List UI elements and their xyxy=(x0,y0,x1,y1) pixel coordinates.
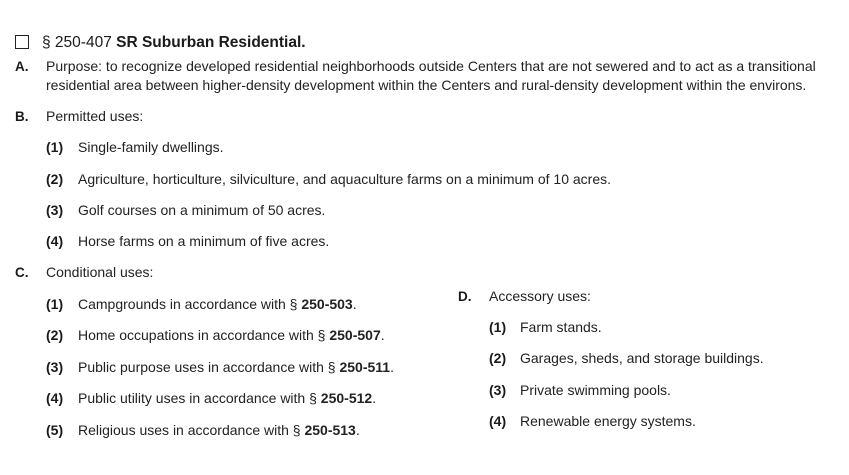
punctuation: . xyxy=(380,327,385,343)
conditional-item xyxy=(78,422,360,438)
conditional-item-text: Religious uses in accordance with § xyxy=(78,422,305,438)
permitted-item-text: Single-family dwellings. xyxy=(78,139,224,155)
permitted-item-text: Agriculture, horticulture, silviculture, and aquaculture farms on a minimum of 10 acres. xyxy=(78,171,612,187)
section-reference-link[interactable]: 250-512 xyxy=(320,390,373,406)
section-heading xyxy=(42,34,306,52)
conditional-item xyxy=(78,390,376,406)
conditional-item-number: (1) xyxy=(46,296,64,312)
purpose-line-2: residential area between higher-density development within the Centers and rural-density development within the environs. xyxy=(46,77,807,93)
punctuation: . xyxy=(355,422,360,438)
purpose-line-1: Purpose: to recognize developed residential neighborhoods outside Centers that are not sewered and to act as a transitional xyxy=(46,58,816,74)
accessory-item-number: (4) xyxy=(489,413,507,429)
conditional-item-number: (5) xyxy=(46,422,64,438)
conditional-item-text: Home occupations in accordance with § xyxy=(78,327,330,343)
conditional-item xyxy=(78,359,394,375)
permitted-heading: Permitted uses: xyxy=(46,108,144,124)
conditional-item xyxy=(78,296,357,312)
permitted-item-number: (1) xyxy=(46,139,64,155)
conditional-item-text: Campgrounds in accordance with § xyxy=(78,296,302,312)
punctuation: . xyxy=(352,296,357,312)
accessory-heading: Accessory uses: xyxy=(489,288,591,304)
permitted-item-text: Golf courses on a minimum of 50 acres. xyxy=(78,202,326,218)
accessory-item-number: (2) xyxy=(489,350,507,366)
accessory-item-text: Private swimming pools. xyxy=(520,382,671,398)
permitted-letter: B. xyxy=(15,109,29,124)
permitted-item-number: (3) xyxy=(46,202,64,218)
section-reference-link[interactable]: 250-511 xyxy=(339,359,391,375)
section-checkbox[interactable] xyxy=(15,35,29,49)
conditional-item xyxy=(78,327,385,343)
section-reference-link[interactable]: 250-513 xyxy=(304,422,356,438)
permitted-item-number: (2) xyxy=(46,171,64,187)
punctuation: . xyxy=(372,390,377,406)
permitted-item-text: Horse farms on a minimum of five acres. xyxy=(78,233,330,249)
accessory-item-text: Farm stands. xyxy=(520,319,602,335)
accessory-item-text: Garages, sheds, and storage buildings. xyxy=(520,350,764,366)
accessory-item-number: (3) xyxy=(489,382,507,398)
section-reference-link[interactable]: 250-503 xyxy=(301,296,353,312)
punctuation: . xyxy=(390,359,394,375)
accessory-letter: D. xyxy=(458,289,472,304)
conditional-item-text: Public purpose uses in accordance with § xyxy=(78,359,340,375)
conditional-item-text: Public utility uses in accordance with § xyxy=(78,390,321,406)
conditional-item-number: (3) xyxy=(46,359,64,375)
section-number: § 250-407 xyxy=(42,34,112,51)
accessory-item-text: Renewable energy systems. xyxy=(520,413,696,429)
conditional-item-number: (2) xyxy=(46,327,64,343)
section-title: SR Suburban Residential. xyxy=(116,34,306,51)
section-reference-link[interactable]: 250-507 xyxy=(329,327,381,343)
conditional-letter: C. xyxy=(15,265,29,280)
conditional-heading: Conditional uses: xyxy=(46,264,154,280)
conditional-item-number: (4) xyxy=(46,390,64,406)
permitted-item-number: (4) xyxy=(46,233,64,249)
accessory-item-number: (1) xyxy=(489,319,507,335)
purpose-letter: A. xyxy=(15,59,29,74)
